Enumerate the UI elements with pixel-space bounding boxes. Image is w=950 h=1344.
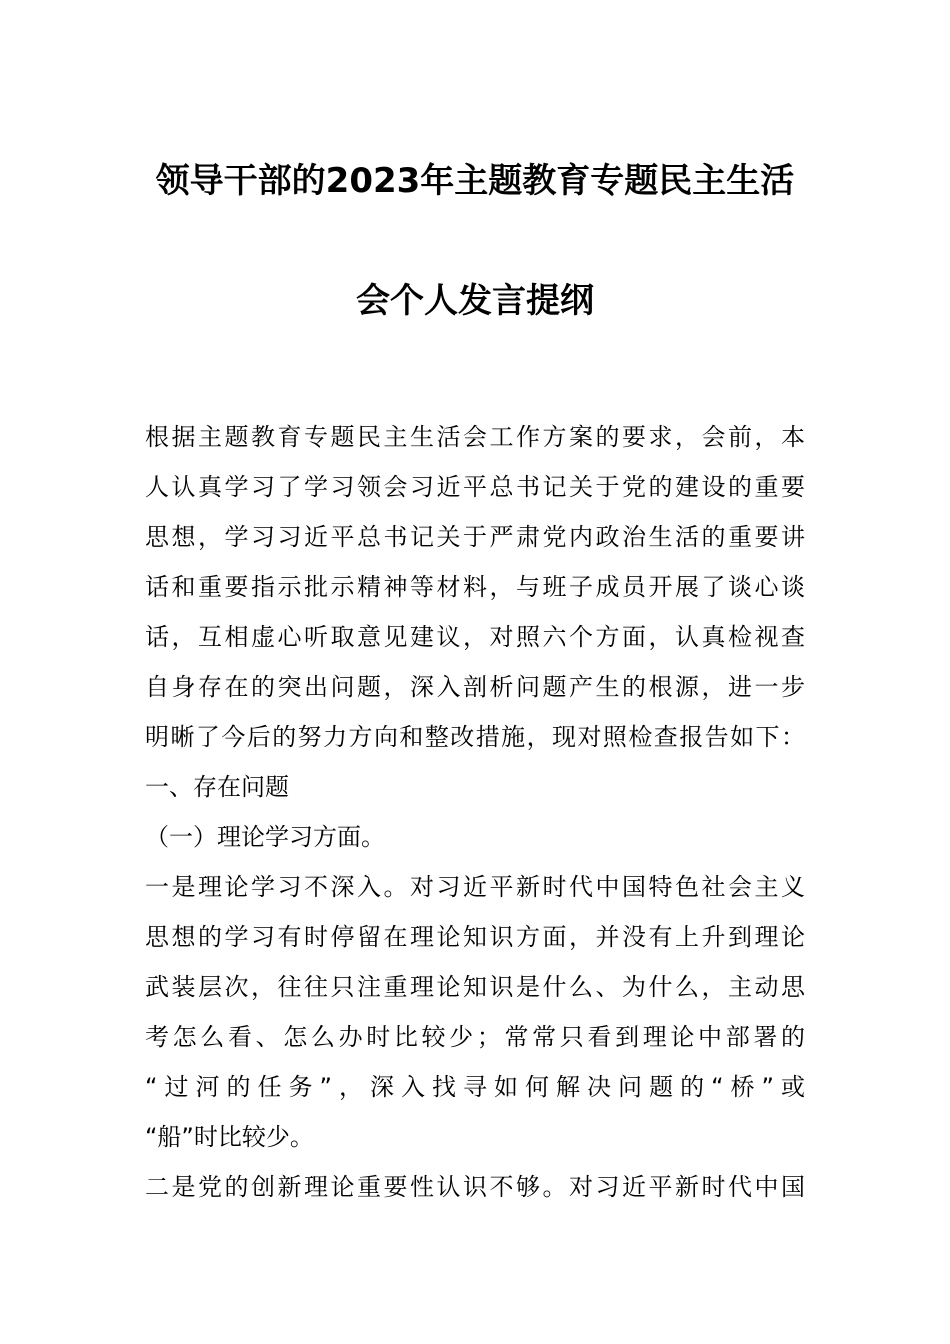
body-line: 一是理论学习不深入。对习近平新时代中国特色社会主义 <box>145 873 805 901</box>
body-line: 明晰了今后的努力方向和整改措施，现对照检查报告如下： <box>145 723 805 751</box>
body-line: 话，互相虚心听取意见建议，对照六个方面，认真检视查 <box>145 623 805 651</box>
section-heading: 一、存在问题 <box>145 773 289 801</box>
body-line: 考怎么看、怎么办时比较少；常常只看到理论中部署的 <box>145 1023 805 1051</box>
body-line: 武装层次，往往只注重理论知识是什么、为什么，主动思 <box>145 973 805 1001</box>
document-body <box>145 412 805 1212</box>
document-title-line-2: 会个人发言提纲 <box>356 281 594 321</box>
body-line: 二是党的创新理论重要性认识不够。对习近平新时代中国 <box>145 1173 805 1201</box>
body-line: 思想的学习有时停留在理论知识方面，并没有上升到理论 <box>145 923 805 951</box>
subsection-heading: （一）理论学习方面。 <box>145 823 385 851</box>
body-line: 话和重要指示批示精神等材料，与班子成员开展了谈心谈 <box>145 573 805 601</box>
body-line: 人认真学习了学习领会习近平总书记关于党的建设的重要 <box>145 473 805 501</box>
document-title-line-1: 领导干部的2023年主题教育专题民主生活 <box>155 161 795 201</box>
body-line: “船”时比较少。 <box>145 1123 314 1151</box>
body-line: 自身存在的突出问题，深入剖析问题产生的根源，进一步 <box>145 673 805 701</box>
body-line: “过河的任务”，深入找寻如何解决问题的“桥”或 <box>145 1073 805 1101</box>
body-line: 思想，学习习近平总书记关于严肃党内政治生活的重要讲 <box>145 523 805 551</box>
body-line: 根据主题教育专题民主生活会工作方案的要求，会前，本 <box>145 423 805 451</box>
